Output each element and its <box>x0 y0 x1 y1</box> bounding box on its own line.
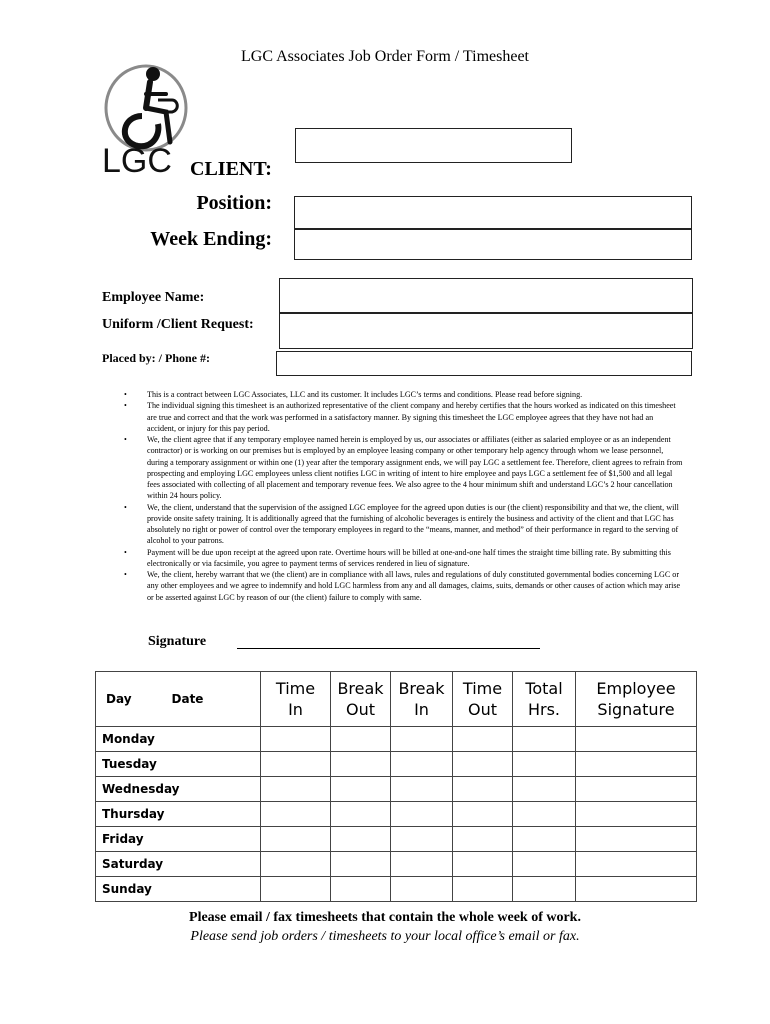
date-header: Date <box>171 691 204 706</box>
entry-cell[interactable] <box>331 752 391 777</box>
entry-cell[interactable] <box>391 877 453 902</box>
entry-cell[interactable] <box>391 752 453 777</box>
term-item: • We, the client, understand that the supervision of the assigned LGC employee for the agreed upon duties is our (the client) responsibility and that we, the client, will provide onsite safety training. It is additionally agreed that the furnishing of alcoholic beverages is entirely the business and activity of the client and that LGC has absolutely no right or power of control over the temporary employees in regard to the “means, manner, and method” of their performance in regard to the serving of alcohol to your patrons. <box>124 502 684 547</box>
week-ending-label: Week Ending: <box>150 228 272 250</box>
entry-cell[interactable] <box>331 827 391 852</box>
uniform-request-field[interactable] <box>279 313 693 349</box>
employee-name-label: Employee Name: <box>102 290 205 305</box>
entry-cell[interactable] <box>576 852 697 877</box>
entry-cell[interactable] <box>576 727 697 752</box>
entry-cell[interactable] <box>513 827 576 852</box>
footer-instruction: Please email / fax timesheets that contain the whole week of work. <box>189 910 581 925</box>
entry-cell[interactable] <box>453 877 513 902</box>
position-label: Position: <box>196 192 272 214</box>
day-cell: Friday <box>96 827 261 852</box>
entry-cell[interactable] <box>331 777 391 802</box>
column-header: Break Out <box>331 672 391 727</box>
entry-cell[interactable] <box>576 802 697 827</box>
entry-cell[interactable] <box>453 852 513 877</box>
table-row <box>96 827 697 852</box>
term-item: • Payment will be due upon receipt at the agreed upon rate. Overtime hours will be billed at one-and-one half times the straight time billing rate. By submitting this electronically or via facsimile, you agree to payment terms of services rendered in lieu of signature. <box>124 547 684 570</box>
entry-cell[interactable] <box>513 752 576 777</box>
footer-note: Please send job orders / timesheets to your local office’s email or fax. <box>190 929 580 944</box>
term-item: • We, the client agree that if any temporary employee named herein is employed by us, our associates or affiliates (either as salaried employee or as an independent contractor) or is working on our premises but is employed by an employee leasing company or other temporary help agency through whom we lease personnel, during a temporary assignment or within one (1) year after the temporary assignment ends, we will pay LGC a settlement fee. Therefore, client agrees to refrain from prospecting and employing LGC employees unless client notifies LGC in writing of intent to hire employee and pays LGC a settlement fee of $1,500 and all legal fees associated with collecting of all placement and temporary revenue fees. We also agree to the 4 hour minimum shift and understand LGC’s 2 hour cancellation within 24 hours policy. <box>124 434 684 502</box>
table-row <box>96 752 697 777</box>
form-title: LGC Associates Job Order Form / Timesheet <box>241 48 529 65</box>
column-header: Time Out <box>453 672 513 727</box>
table-row <box>96 877 697 902</box>
entry-cell[interactable] <box>261 827 331 852</box>
terms-list <box>124 389 684 603</box>
day-cell: Tuesday <box>96 752 261 777</box>
entry-cell[interactable] <box>391 852 453 877</box>
term-item: • We, the client, hereby warrant that we (the client) are in compliance with all laws, rules and regulations of duly constituted governmental bodies concerning LGC or any other employees and we agree to indemnify and hold LGC harmless from any and all damages, claims, suits, demands or other causes of action which may arise or be asserted against LGC by reason of our (the client) failure to comply with same. <box>124 569 684 603</box>
entry-cell[interactable] <box>391 727 453 752</box>
entry-cell[interactable] <box>453 827 513 852</box>
day-cell: Sunday <box>96 877 261 902</box>
entry-cell[interactable] <box>513 802 576 827</box>
entry-cell[interactable] <box>391 802 453 827</box>
column-header: Time In <box>261 672 331 727</box>
entry-cell[interactable] <box>331 877 391 902</box>
entry-cell[interactable] <box>513 877 576 902</box>
day-cell: Thursday <box>96 802 261 827</box>
entry-cell[interactable] <box>331 852 391 877</box>
entry-cell[interactable] <box>453 727 513 752</box>
term-item: • The individual signing this timesheet is an authorized representative of the client company and hereby certifies that the hours worked as indicated on this timesheet are true and correct and that the work was performed in a satisfactory manner. By signing this timesheet the LGC employee agrees that they have not had an accident, or injury for this pay period. <box>124 400 684 434</box>
uniform-request-label: Uniform /Client Request: <box>102 317 254 332</box>
entry-cell[interactable] <box>261 877 331 902</box>
column-header: Total Hrs. <box>513 672 576 727</box>
timesheet-table <box>95 671 697 902</box>
entry-cell[interactable] <box>331 802 391 827</box>
entry-cell[interactable] <box>453 802 513 827</box>
entry-cell[interactable] <box>261 802 331 827</box>
entry-cell[interactable] <box>576 877 697 902</box>
table-row <box>96 852 697 877</box>
signature-line[interactable] <box>237 648 540 649</box>
entry-cell[interactable] <box>453 777 513 802</box>
entry-cell[interactable] <box>576 752 697 777</box>
day-cell: Monday <box>96 727 261 752</box>
day-cell: Saturday <box>96 852 261 877</box>
table-row <box>96 802 697 827</box>
entry-cell[interactable] <box>391 827 453 852</box>
employee-name-field[interactable] <box>279 278 693 313</box>
day-cell: Wednesday <box>96 777 261 802</box>
entry-cell[interactable] <box>261 852 331 877</box>
entry-cell[interactable] <box>261 727 331 752</box>
entry-cell[interactable] <box>261 752 331 777</box>
term-item: • This is a contract between LGC Associates, LLC and its customer. It includes LGC’s terms and conditions. Please read before signing. <box>124 389 684 400</box>
day-date-header <box>96 672 261 727</box>
lgc-logo-icon <box>100 64 190 176</box>
entry-cell[interactable] <box>576 777 697 802</box>
entry-cell[interactable] <box>513 727 576 752</box>
entry-cell[interactable] <box>391 777 453 802</box>
position-field[interactable] <box>294 196 692 229</box>
table-row <box>96 727 697 752</box>
entry-cell[interactable] <box>513 852 576 877</box>
column-header: Employee Signature <box>576 672 697 727</box>
entry-cell[interactable] <box>331 727 391 752</box>
signature-label: Signature <box>148 634 207 649</box>
entry-cell[interactable] <box>261 777 331 802</box>
column-header: Break In <box>391 672 453 727</box>
placed-by-field[interactable] <box>276 351 692 376</box>
timesheet-header-row <box>96 672 697 727</box>
placed-by-label: Placed by: / Phone #: <box>102 351 210 365</box>
client-field[interactable] <box>295 128 572 163</box>
client-label: CLIENT: <box>190 158 272 180</box>
entry-cell[interactable] <box>513 777 576 802</box>
week-ending-field[interactable] <box>294 229 692 260</box>
entry-cell[interactable] <box>453 752 513 777</box>
logo-text: LGC <box>102 142 172 176</box>
entry-cell[interactable] <box>576 827 697 852</box>
table-row <box>96 777 697 802</box>
day-header: Day <box>106 691 132 706</box>
